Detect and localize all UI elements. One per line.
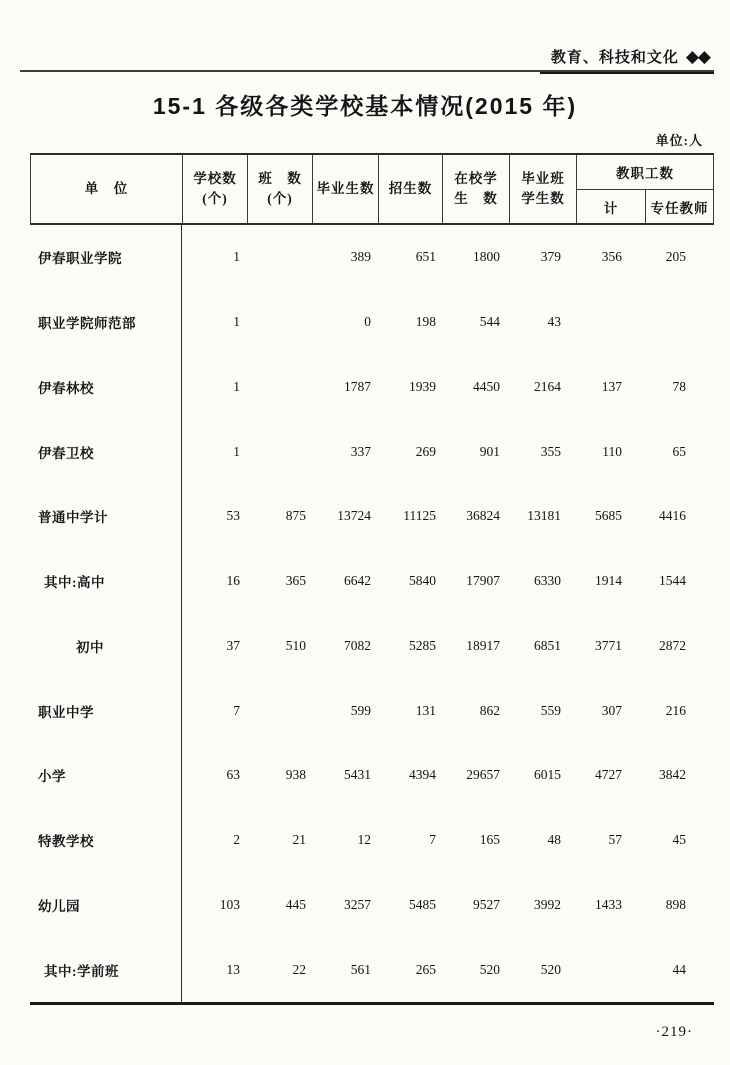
table-row [30, 678, 714, 743]
cell-graduating-class-students: 6330 [534, 573, 561, 589]
col-header-graduating-class-students [510, 155, 577, 223]
cell-staff-total: 5685 [595, 508, 622, 524]
col-header-line2: 学生数 [521, 191, 565, 206]
cell-enrolled-students: 18917 [466, 637, 500, 653]
cell-class-count: 875 [285, 508, 306, 524]
page-title: 15-1 各级各类学校基本情况(2015 年) [152, 93, 578, 119]
cell-graduates: 0 [364, 314, 371, 330]
col-header-line1: 班 数 [258, 171, 302, 186]
cell-graduating-class-students: 13181 [527, 508, 561, 524]
cell-class-count: 938 [285, 767, 306, 783]
cell-new-enrollment: 4394 [409, 767, 436, 783]
page-number: ·219· [655, 1024, 693, 1040]
cell-new-enrollment: 7 [429, 832, 436, 848]
cell-full-time-teachers: 205 [665, 249, 686, 265]
col-header-line1: 在校学 [454, 171, 498, 186]
cell-full-time-teachers: 65 [672, 443, 686, 459]
table-row [30, 419, 714, 484]
cell-graduates: 389 [350, 249, 371, 265]
cell-graduates: 6642 [344, 573, 371, 589]
cell-school-count: 37 [226, 637, 240, 653]
cell-new-enrollment: 651 [415, 249, 436, 265]
cell-enrolled-students: 862 [479, 702, 500, 718]
chapter-header-text: 教育、科技和文化 [550, 49, 679, 66]
cell-graduating-class-students: 6015 [534, 767, 561, 783]
row-label: 伊春林校 [30, 355, 182, 420]
cell-enrolled-students: 165 [479, 832, 500, 848]
cell-school-count: 2 [233, 832, 240, 848]
cell-school-count: 1 [233, 314, 240, 330]
col-header-full-time-teachers: 专任教师 [650, 200, 709, 216]
cell-graduating-class-students: 355 [540, 443, 561, 459]
cell-school-count: 1 [233, 249, 240, 265]
cell-graduating-class-students: 2164 [534, 378, 561, 394]
cell-new-enrollment: 269 [415, 443, 436, 459]
cell-full-time-teachers: 2872 [659, 637, 686, 653]
chapter-header [551, 46, 710, 67]
col-header-line1: 学校数 [193, 171, 237, 186]
cell-graduates: 561 [350, 961, 371, 977]
row-label: 其中:学前班 [30, 937, 182, 1002]
cell-graduates: 337 [350, 443, 371, 459]
cell-new-enrollment: 5485 [409, 896, 436, 912]
cell-graduating-class-students: 379 [540, 249, 561, 265]
cell-staff-total: 1433 [595, 896, 622, 912]
col-header-unit-label: 单 位 [84, 181, 129, 196]
col-header-line2: (个) [267, 191, 293, 206]
cell-enrolled-students: 544 [479, 314, 500, 330]
cell-graduating-class-students: 559 [540, 702, 561, 718]
cell-school-count: 1 [233, 443, 240, 459]
col-header-line1: 毕业生数 [316, 181, 375, 196]
table-row [30, 355, 714, 420]
cell-staff-total: 1914 [595, 573, 622, 589]
diamond-icon: ◆◆ [685, 46, 710, 66]
table-row [30, 743, 714, 808]
row-label: 初中 [30, 614, 182, 679]
table-row [30, 873, 714, 938]
cell-new-enrollment: 11125 [403, 508, 436, 524]
cell-class-count: 445 [285, 896, 306, 912]
row-label: 伊春职业学院 [30, 225, 182, 290]
cell-school-count: 63 [226, 767, 240, 783]
row-label: 特教学校 [30, 808, 182, 873]
cell-enrolled-students: 17907 [466, 573, 500, 589]
table-row [30, 290, 714, 355]
cell-graduates: 1787 [344, 378, 371, 394]
cell-graduating-class-students: 6851 [534, 637, 561, 653]
chapter-rule-accent [540, 72, 714, 74]
cell-enrolled-students: 901 [479, 443, 500, 459]
cell-enrolled-students: 4450 [473, 378, 500, 394]
cell-graduates: 7082 [344, 637, 371, 653]
cell-staff-total: 110 [602, 443, 622, 459]
table-body [30, 225, 714, 1005]
col-header-line1: 毕业班 [521, 171, 565, 186]
cell-full-time-teachers: 3842 [659, 767, 686, 783]
col-header-class-count [248, 155, 313, 223]
cell-new-enrollment: 198 [415, 314, 436, 330]
cell-class-count: 365 [285, 573, 306, 589]
cell-staff-total: 4727 [595, 767, 622, 783]
cell-new-enrollment: 5285 [409, 637, 436, 653]
cell-class-count: 21 [292, 832, 306, 848]
cell-class-count: 510 [285, 637, 306, 653]
col-header-graduates [313, 155, 379, 223]
cell-enrolled-students: 9527 [473, 896, 500, 912]
cell-new-enrollment: 1939 [409, 378, 436, 394]
col-header-unit [31, 155, 183, 223]
cell-school-count: 7 [233, 702, 240, 718]
table-row [30, 614, 714, 679]
table-header [30, 153, 714, 225]
cell-graduating-class-students: 48 [547, 832, 561, 848]
cell-school-count: 16 [226, 573, 240, 589]
cell-staff-total: 57 [608, 832, 622, 848]
row-label: 伊春卫校 [30, 419, 182, 484]
row-label: 普通中学计 [30, 484, 182, 549]
row-label: 小学 [30, 743, 182, 808]
cell-enrolled-students: 520 [479, 961, 500, 977]
col-header-enrolled-students [443, 155, 510, 223]
col-header-staff-group [577, 155, 713, 223]
table-row [30, 549, 714, 614]
cell-enrolled-students: 29657 [466, 767, 500, 783]
cell-new-enrollment: 5840 [409, 573, 436, 589]
row-label: 职业中学 [30, 678, 182, 743]
cell-full-time-teachers: 44 [672, 961, 686, 977]
row-label: 职业学院师范部 [30, 290, 182, 355]
cell-full-time-teachers: 1544 [659, 573, 686, 589]
row-label: 其中:高中 [30, 549, 182, 614]
cell-graduating-class-students: 3992 [534, 896, 561, 912]
col-header-staff-total: 计 [577, 190, 646, 223]
col-header-line1: 招生数 [388, 181, 433, 196]
col-header-school-count [183, 155, 248, 223]
cell-staff-total: 356 [601, 249, 622, 265]
cell-enrolled-students: 36824 [466, 508, 500, 524]
cell-full-time-teachers: 898 [665, 896, 686, 912]
cell-graduates: 3257 [344, 896, 371, 912]
cell-staff-total: 3771 [595, 637, 622, 653]
table-row [30, 937, 714, 1002]
cell-school-count: 53 [226, 508, 240, 524]
cell-school-count: 1 [233, 378, 240, 394]
cell-staff-total: 137 [601, 378, 622, 394]
col-header-line2: (个) [202, 191, 228, 206]
cell-class-count: 22 [292, 961, 306, 977]
cell-full-time-teachers: 216 [665, 702, 686, 718]
unit-note: 单位:人 [655, 133, 703, 148]
cell-full-time-teachers: 78 [672, 378, 686, 394]
cell-full-time-teachers: 4416 [659, 508, 686, 524]
cell-enrolled-students: 1800 [473, 249, 500, 265]
cell-staff-total: 307 [601, 702, 622, 718]
cell-new-enrollment: 265 [415, 961, 436, 977]
table-row [30, 225, 714, 290]
table-row [30, 484, 714, 549]
row-label: 幼儿园 [30, 873, 182, 938]
cell-graduates: 12 [357, 832, 371, 848]
table-row [30, 808, 714, 873]
cell-new-enrollment: 131 [415, 702, 436, 718]
cell-full-time-teachers: 45 [672, 832, 686, 848]
cell-graduating-class-students: 43 [547, 314, 561, 330]
cell-graduates: 13724 [337, 508, 371, 524]
cell-graduating-class-students: 520 [540, 961, 561, 977]
cell-graduates: 599 [350, 702, 371, 718]
cell-school-count: 13 [226, 961, 240, 977]
col-header-new-enrollment [379, 155, 443, 223]
col-header-staff-subrow [577, 190, 713, 223]
col-header-line2: 生 数 [454, 191, 498, 206]
cell-school-count: 103 [219, 896, 240, 912]
cell-graduates: 5431 [344, 767, 371, 783]
col-header-staff-group-label: 教职工数 [577, 155, 713, 190]
statistics-table [30, 153, 714, 1005]
